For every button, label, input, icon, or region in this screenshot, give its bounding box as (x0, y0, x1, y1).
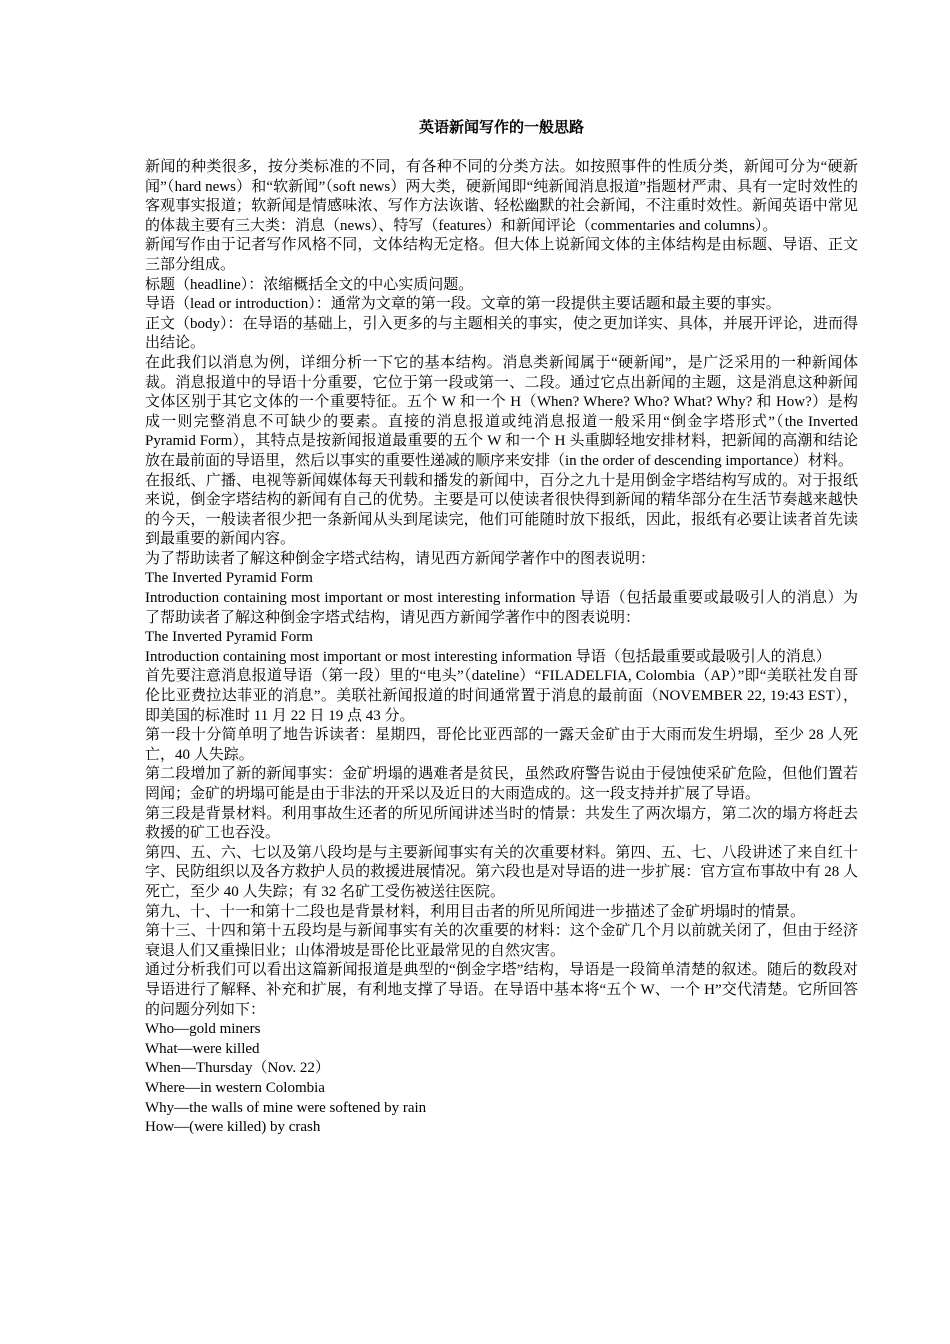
paragraph: 新闻的种类很多，按分类标准的不同，有各种不同的分类方法。如按照事件的性质分类，新闻可分为“硬新闻”（hard news）和“软新闻”（soft news）两大类，硬新闻即“纯新闻消息报道”指题材严肃、具有一定时效性的客观事实报道；软新闻是情感味浓、写作方法诙谐、轻松幽默的社会新闻，不注重时效性。新闻英语中常见的体裁主要有三大类：消息（news）、特写（features）和新闻评论（commentaries and columns）。 (145, 159, 858, 234)
paragraph: Who—gold miners (145, 1021, 261, 1038)
document-body (145, 158, 858, 1138)
paragraph: 新闻写作由于记者写作风格不同，文体结构无定格。但大体上说新闻文体的主体结构是由标题、导语、正文三部分组成。 (145, 237, 858, 273)
paragraph: Where—in western Colombia (145, 1079, 325, 1096)
paragraph: The Inverted Pyramid Form (145, 629, 313, 646)
paragraph: What—were killed (145, 1040, 260, 1057)
paragraph: 标题（headline）：浓缩概括全文的中心实质问题。 (145, 276, 474, 293)
document-title: 英语新闻写作的一般思路 (418, 120, 584, 136)
paragraph: 为了帮助读者了解这种倒金字塔式结构，请见西方新闻学著作中的图表说明： (145, 550, 656, 567)
paragraph: 第四、五、六、七以及第八段均是与主要新闻事实有关的次重要材料。第四、五、七、八段讲述了来自红十字、民防组织以及各方救护人员的救援进展情况。第六段也是对导语的进一步扩展：官方宣布事故中有 28 人死亡，至少 40 人失踪；有 32 名矿工受伤被送往医院。 (145, 844, 858, 900)
paragraph: Introduction containing most important or most interesting information 导语（包括最重要或最吸引人的消息） (145, 648, 831, 665)
paragraph: The Inverted Pyramid Form (145, 570, 313, 587)
paragraph: 首先要注意消息报道导语（第一段）里的“电头”（dateline）“FILADELFIA, Colombia（AP）”即“美联社发自哥伦比亚费拉达菲亚的消息”。美联社新闻报道的时间通常置于消息的最前面（NOVEMBER 22, 19:43 EST），即美国的标准时 11 月 22 日 19 点 43 分。 (145, 668, 858, 724)
paragraph: 第三段是背景材料。利用事故生还者的所见所闻讲述当时的情景：共发生了两次塌方，第二次的塌方将赶去救援的矿工也吞没。 (145, 805, 858, 842)
paragraph: 第九、十、十一和第十二段也是背景材料，利用目击者的所见所闻进一步描述了金矿坍塌时的情景。 (145, 903, 806, 920)
paragraph: Why—the walls of mine were softened by rain (145, 1099, 427, 1116)
paragraph: When—Thursday（Nov. 22） (145, 1060, 330, 1077)
paragraph: 导语（lead or introduction）：通常为文章的第一段。文章的第一段提供主要话题和最主要的事实。 (145, 296, 781, 313)
paragraph: Introduction containing most important or most interesting information 导语（包括最重要或最吸引人的消息）为了帮助读者了解这种倒金字塔式结构，请见西方新闻学著作中的图表说明： (145, 590, 858, 626)
paragraph: 在报纸、广播、电视等新闻媒体每天刊载和播发的新闻中，百分之九十是用倒金字塔结构写成的。对于报纸来说，倒金字塔结构的新闻有自己的优势。主要是可以使读者很快得到新闻的精华部分在生活节奏越来越快的今天，一般读者很少把一条新闻从头到尾读完，他们可能随时放下报纸，因此，报纸有必要让读者首先读到最重要的新闻内容。 (145, 472, 858, 548)
paragraph: 第二段增加了新的新闻事实：金矿坍塌的遇难者是贫民，虽然政府警告说由于侵蚀使采矿危险，但他们置若罔闻；金矿的坍塌可能是由于非法的开采以及近日的大雨造成的。这一段支持并扩展了导语。 (145, 766, 858, 802)
paragraph: How—(were killed) by crash (145, 1119, 321, 1136)
paragraph: 第一段十分简单明了地告诉读者：星期四，哥伦比亚西部的一露天金矿由于大雨而发生坍塌，至少 28 人死亡，40 人失踪。 (145, 727, 858, 763)
paragraph: 第十三、十四和第十五段均是与新闻事实有关的次重要的材料：这个金矿几个月以前就关闭了，但由于经济衰退人们又重操旧业；山体滑坡是哥伦比亚最常见的自然灾害。 (145, 923, 858, 959)
paragraph: 在此我们以消息为例，详细分析一下它的基本结构。消息类新闻属于“硬新闻”，是广泛采用的一种新闻体裁。消息报道中的导语十分重要，它位于第一段或第一、二段。通过它点出新闻的主题，这是消息这种新闻文体区别于其它文体的一个重要特征。五个 W 和一个 H（When? Where? Who? What? Why? 和 How?）是构成一则完整消息不可缺少的要素。直接的消息报道或纯消息报道一般采用“倒金字塔形式”（the Inverted Pyramid Form），其特点是按新闻报道最重要的五个 W 和一个 H 头重脚轻地安排材料，把新闻的高潮和结论放在最前面的导语里，然后以事实的重要性递减的顺序来安排（in the order of descending importance）材料。 (145, 354, 858, 469)
paragraph: 通过分析我们可以看出这篇新闻报道是典型的“倒金字塔”结构，导语是一段简单清楚的叙述。随后的数段对导语进行了解释、补充和扩展，有利地支撑了导语。在导语中基本将“五个 W、一个 H”交代清楚。它所回答的问题分列如下： (145, 962, 858, 1018)
paragraph: 正文（body）：在导语的基础上，引入更多的与主题相关的事实，使之更加详实、具体，并展开评论，进而得出结论。 (145, 315, 858, 352)
